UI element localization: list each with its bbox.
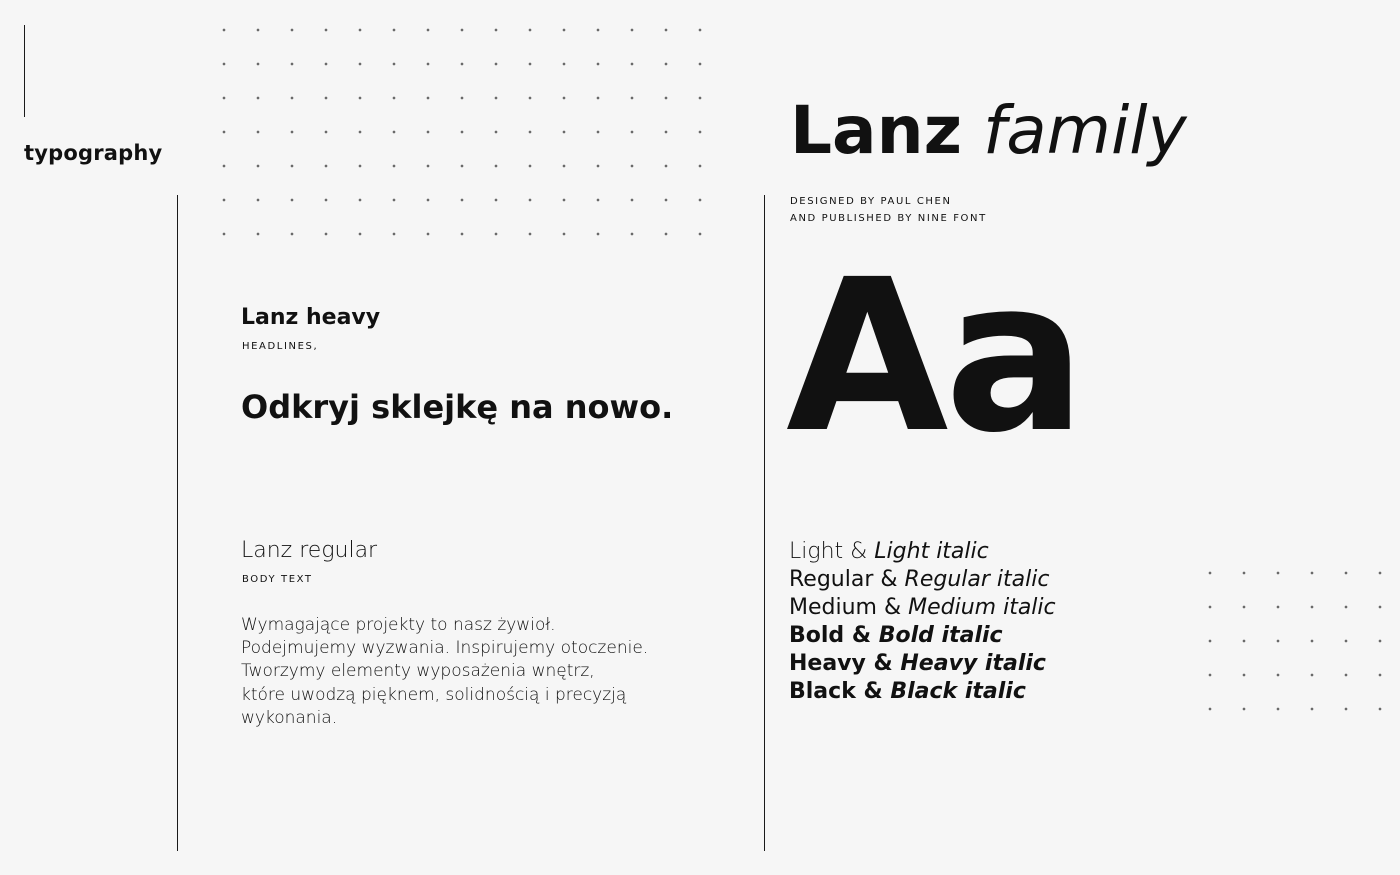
weight-italic-label: Heavy italic	[900, 651, 1046, 676]
style-name-heavy: Lanz heavy	[241, 305, 381, 330]
headline-sample: Odkryj sklejkę na nowo.	[241, 388, 674, 426]
weight-row-medium	[789, 594, 1056, 622]
left-column-rule	[177, 195, 178, 851]
body-text-line: Tworzymy elementy wyposażenia wnętrz,	[241, 661, 595, 682]
weight-italic-label: Light italic	[874, 539, 989, 564]
style-description-heavy: HEADLINES,	[242, 341, 319, 352]
family-title-italic: family	[982, 92, 1187, 169]
body-text-line: które uwodzą pięknem, solidnością i precyzją	[241, 684, 627, 705]
dot-grid-top	[207, 13, 717, 251]
weight-row-regular	[789, 566, 1056, 594]
weight-row-bold	[789, 622, 1056, 650]
style-description-regular: BODY TEXT	[242, 574, 313, 585]
weight-upright-label: Regular &	[789, 567, 898, 592]
glyph-sample: Aa	[786, 234, 1083, 479]
weight-italic-label: Black italic	[890, 679, 1026, 704]
weight-italic-label: Bold italic	[878, 623, 1003, 648]
weights-list	[789, 538, 1056, 706]
weight-row-heavy	[789, 650, 1056, 678]
top-left-rule	[24, 25, 25, 117]
family-title-bold: Lanz	[790, 92, 962, 169]
publisher-credit: AND PUBLISHED BY NINE FONT	[790, 213, 987, 224]
family-title	[790, 92, 1187, 169]
section-label: typography	[24, 141, 163, 165]
weight-upright-label: Bold &	[789, 623, 872, 648]
body-text-sample	[241, 614, 701, 730]
body-text-line: Podejmujemy wyzwania. Inspirujemy otoczenie.	[241, 638, 649, 659]
weight-italic-label: Medium italic	[908, 595, 1056, 620]
designer-credit: DESIGNED BY PAUL CHEN	[790, 196, 952, 207]
center-column-rule	[764, 195, 765, 851]
weight-italic-label: Regular italic	[904, 567, 1050, 592]
weight-upright-label: Black &	[789, 679, 883, 704]
weight-upright-label: Heavy &	[789, 651, 893, 676]
body-text-line: Wymagające projekty to nasz żywioł.	[241, 615, 556, 635]
weight-upright-label: Light &	[789, 539, 868, 564]
style-name-regular: Lanz regular	[241, 538, 378, 563]
weight-row-black	[789, 678, 1056, 706]
weight-row-light	[789, 538, 1056, 566]
dot-grid-right	[1193, 556, 1400, 726]
body-text-line: wykonania.	[241, 707, 338, 728]
weight-upright-label: Medium &	[789, 595, 902, 620]
